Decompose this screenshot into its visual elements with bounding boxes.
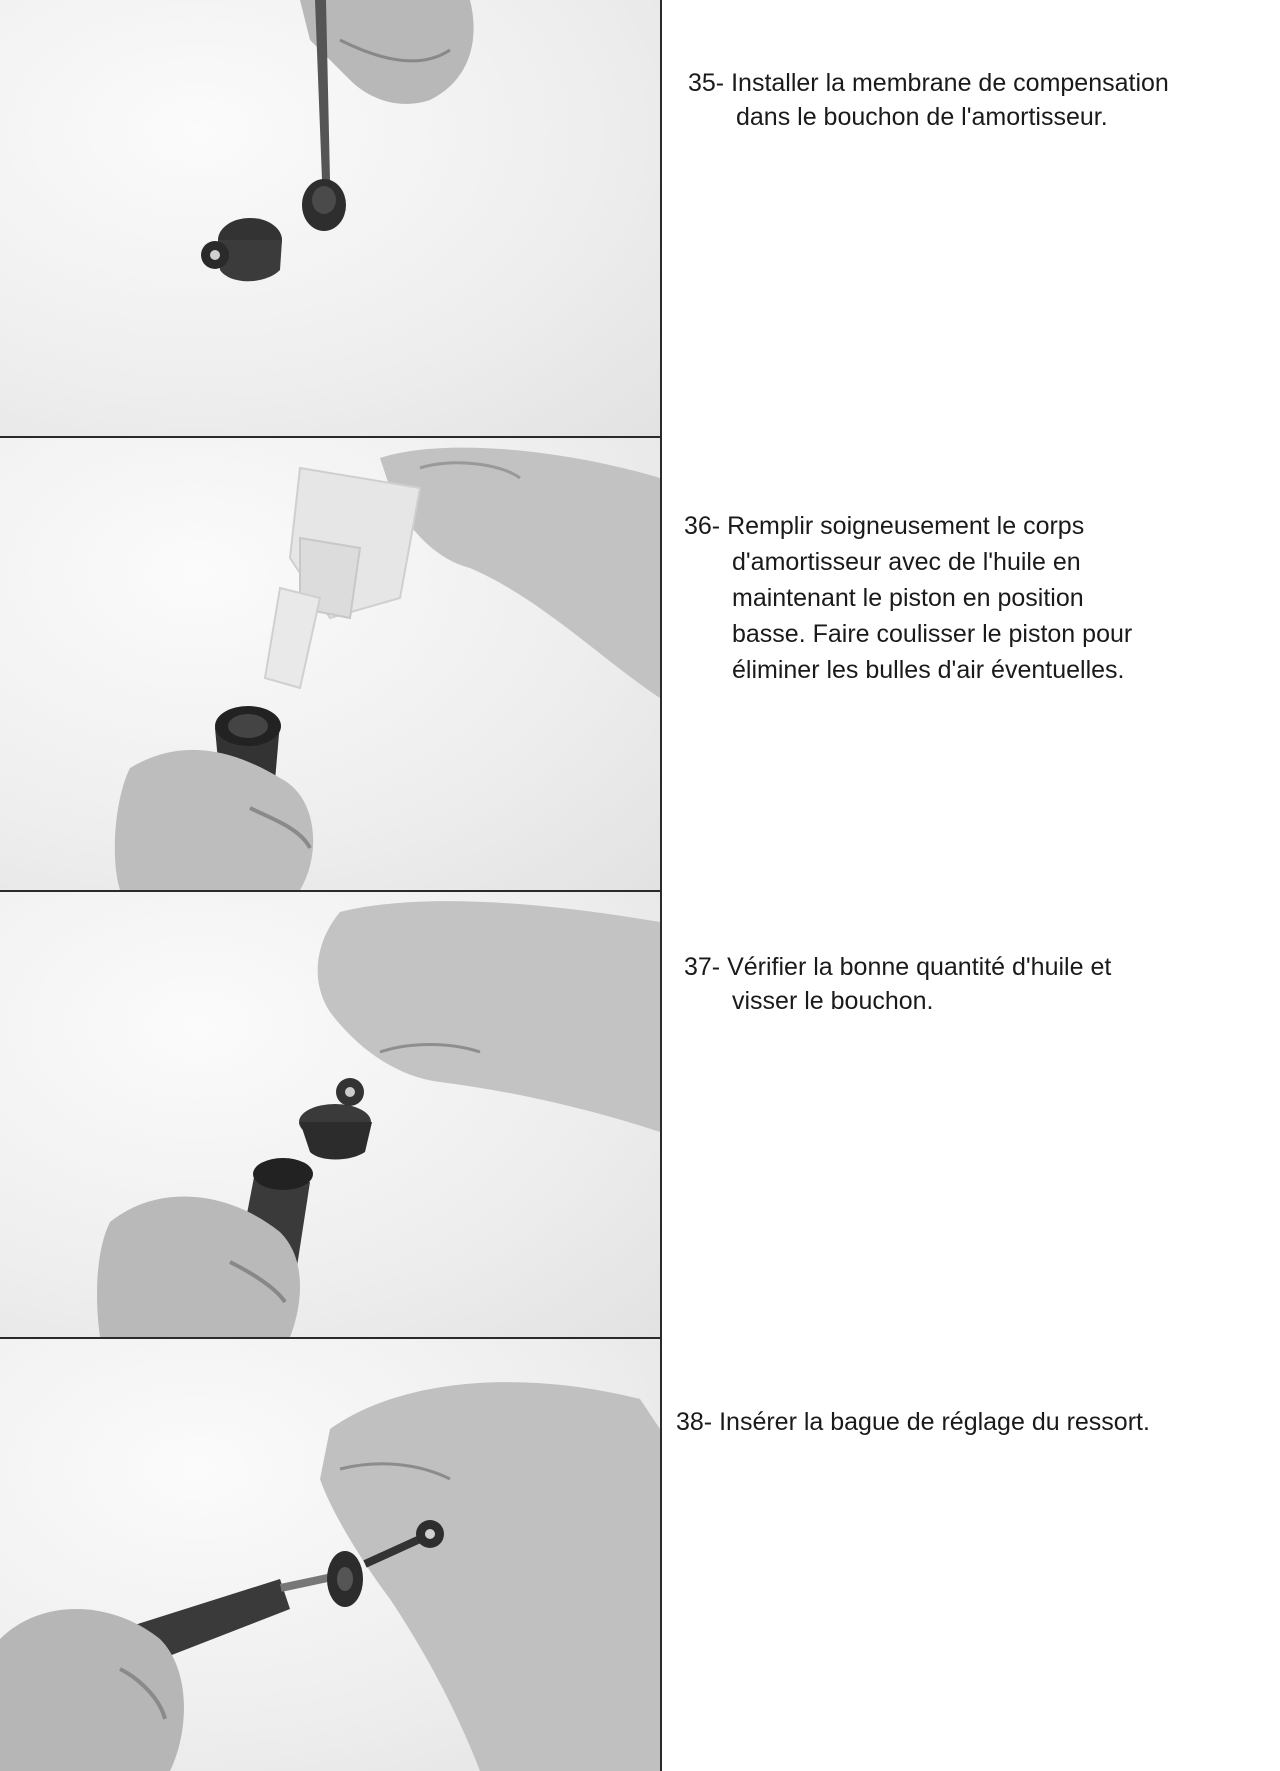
step-number: 38- <box>676 1408 713 1436</box>
step-35 <box>688 66 1169 134</box>
step-36 <box>684 508 1132 688</box>
step-text-line: d'amortisseur avec de l'huile en <box>732 548 1081 576</box>
step-text-line: Remplir soigneusement le corps <box>727 512 1085 540</box>
step-text-line: Vérifier la bonne quantité d'huile et <box>727 953 1112 981</box>
step-number: 35- <box>688 69 725 97</box>
step-38 <box>676 1405 1150 1439</box>
step-text-line: visser le bouchon. <box>732 987 934 1015</box>
photo-step-38 <box>0 1339 660 1771</box>
step-text-line: maintenant le piston en position <box>732 584 1084 612</box>
step-text-line: éliminer les bulles d'air éventuelles. <box>732 656 1125 684</box>
step-text-line: Installer la membrane de compensation <box>731 69 1169 97</box>
photo-step-35 <box>0 0 660 436</box>
step-text-line: Insérer la bague de réglage du ressort. <box>719 1408 1150 1436</box>
step-text-line: basse. Faire coulisser le piston pour <box>732 620 1133 648</box>
photo-step-36 <box>0 438 660 890</box>
step-number: 36- <box>684 512 721 540</box>
photo-step-37 <box>0 892 660 1337</box>
step-37 <box>684 950 1111 1018</box>
step-text-line: dans le bouchon de l'amortisseur. <box>736 103 1108 131</box>
step-number: 37- <box>684 953 721 981</box>
